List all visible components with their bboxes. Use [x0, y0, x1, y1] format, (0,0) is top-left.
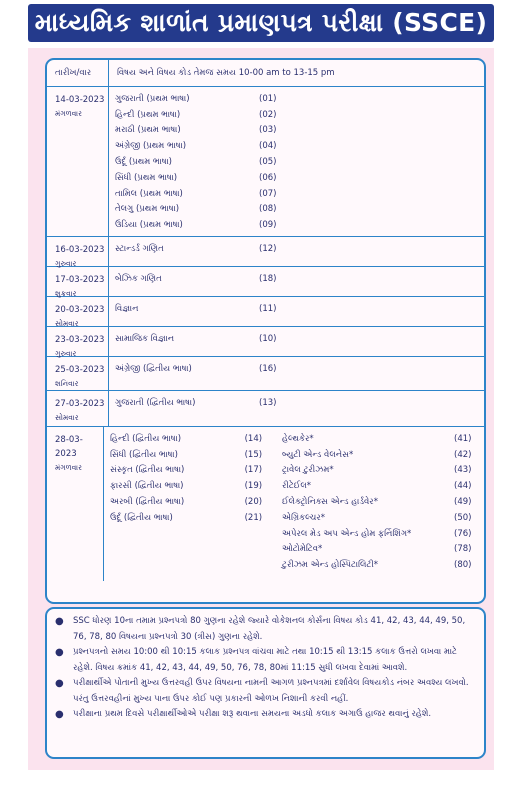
subject-name: ઈલેક્ટ્રોનિક્સ એન્ડ હાર્ડવેર*: [282, 497, 378, 508]
subject-name: ઉર્દૂ (દ્વિતીય ભાષા): [110, 512, 173, 523]
exam-date: 23-03-2023: [55, 335, 105, 345]
subject-name: અંગ્રેજી (પ્રથમ ભાષા): [115, 141, 187, 152]
subject-item: [115, 186, 484, 202]
bullet-icon: ●: [55, 678, 64, 689]
date-cell: [47, 357, 109, 390]
bullet-icon: ●: [55, 647, 64, 658]
table-row: [47, 267, 484, 297]
note-text: પરીક્ષાર્થીએ પોતાની મુખ્ય ઉત્તરવહી ઉપર વિષયના નામની આગળ પ્રશ્નપત્રમાં દર્શાવેલ વિષયકોડ નંબર અવશ્ય લખવો. પરંતુ ઉત્તરવહીનાં મુખ્ય પાના ઉપર કોઈ પણ પ્રકારની ઓળખ નિશાની કરવી નહીં.: [73, 678, 469, 704]
exam-date: 25-03-2023: [55, 365, 105, 375]
subject-name: સંસ્કૃત (દ્વિતીય ભાષા): [110, 465, 185, 476]
subject-code: (09): [259, 220, 277, 231]
subject-name: તેલગુ (પ્રથમ ભાષા): [115, 204, 180, 215]
subject-code: (16): [259, 363, 277, 374]
subject-code: (21): [244, 512, 263, 523]
subject-code: (18): [259, 273, 277, 284]
exam-day: સોમવાર: [55, 319, 79, 328]
subject-cell: [109, 327, 484, 356]
subject-code: (15): [244, 449, 263, 460]
date-cell: [47, 427, 104, 581]
subject-name: ઉર્દૂ (પ્રથમ ભાષા): [115, 157, 172, 168]
subject-item: [282, 542, 484, 558]
subject-code: (49): [454, 497, 472, 508]
subject-code: (12): [259, 243, 277, 254]
subject-item: [110, 494, 282, 510]
subject-name: ગુજરાતી (પ્રથમ ભાષા): [115, 93, 190, 104]
subject-item: [115, 395, 484, 411]
table-row: [47, 327, 484, 357]
subject-code: (06): [259, 172, 277, 183]
subject-code: (50): [454, 512, 472, 523]
subject-item: [282, 510, 484, 526]
bullet-icon: ●: [55, 709, 64, 720]
table-row: [47, 357, 484, 391]
page-title: માધ્યમિક શાળાંત પ્રમાણપત્ર પરીક્ષા (SSCE): [28, 4, 494, 42]
subject-item: [115, 91, 484, 107]
subject-item: [115, 123, 484, 139]
subject-item: [110, 431, 282, 447]
note-text: પ્રશ્નપત્રનો સમય 10:00 થી 10:15 કલાક પ્રશ્નપત્ર વાંચવા માટે તથા 10:15 થી 13:15 કલાક ઉત્તરો લખવા માટે રહેશે. વિષય ક્રમાંક 41, 42, 43, 44, 49, 50, 76, 78, 80માં 11:15 સુધી લખવા દેવામાં આવશે.: [73, 647, 457, 673]
subject-cell: [109, 297, 484, 326]
exam-day: ગુરુવાર: [55, 349, 77, 358]
vocational-subject-list: [282, 431, 484, 581]
subject-name: અંગ્રેજી (દ્વિતીય ભાષા): [115, 363, 192, 374]
subject-code: (19): [244, 481, 263, 492]
subject-code: (13): [259, 397, 277, 408]
subject-item: [110, 463, 282, 479]
exam-day: મંગળવાર: [55, 109, 83, 118]
note-item: [55, 645, 476, 676]
subject-name: ટુરીઝમ એન્ડ હોસ્પિટાલિટી*: [282, 560, 378, 571]
subject-name: હિન્દી (પ્રથમ ભાષા): [115, 109, 181, 120]
table-row: [47, 297, 484, 327]
exam-day: શુક્રવાર: [55, 289, 77, 298]
table-row: [47, 427, 484, 581]
subject-code: (44): [454, 481, 472, 492]
subject-code: (11): [259, 303, 277, 314]
subject-name: રીટેઈલ*: [282, 481, 312, 492]
subject-name: વિજ્ઞાન: [115, 303, 139, 314]
subject-name: ઓટોમેટિવ*: [282, 544, 323, 555]
subject-item: [115, 271, 484, 287]
subject-item: [110, 447, 282, 463]
subject-cell: [109, 237, 484, 266]
subject-cell: [109, 87, 484, 236]
subject-item: [115, 170, 484, 186]
subject-item: [282, 478, 484, 494]
subject-item: [115, 202, 484, 218]
exam-date: 17-03-2023: [55, 275, 105, 285]
subject-name: ટ્રાવેલ ટુરીઝમ*: [282, 465, 334, 476]
exam-date: 27-03-2023: [55, 399, 105, 409]
language-subject-list: [110, 431, 282, 581]
subject-item: [110, 510, 282, 526]
subject-item: [115, 154, 484, 170]
subject-item: [115, 361, 484, 377]
exam-date: 28-03-2023: [55, 435, 83, 459]
date-cell: [47, 87, 109, 236]
date-cell: [47, 267, 109, 296]
subject-code: (02): [259, 109, 277, 120]
exam-day: સોમવાર: [55, 413, 79, 422]
subject-code: (78): [454, 544, 472, 555]
subject-code: (17): [244, 465, 263, 476]
subject-code: (14): [244, 433, 263, 444]
note-text: SSC ધોરણ 10ના તમામ પ્રશ્નપત્રો 80 ગુણના રહેશે જ્યારે વોકેશનલ કોર્સના વિષય કોડ 41, 42, 43, 44, 49, 50, 76, 78, 80 વિષયના પ્રશ્નપત્રો 30 (ત્રીસ) ગુણના રહેશે.: [73, 616, 466, 642]
subject-name: ગુજરાતી (દ્વિતીય ભાષા): [115, 397, 196, 408]
subject-cell: [109, 357, 484, 390]
subject-name: સિંધી (દ્વિતીય ભાષા): [110, 449, 178, 460]
date-cell: [47, 297, 109, 326]
subject-name: એગ્રિકલ્ચર*: [282, 512, 325, 523]
subject-code: (08): [259, 204, 277, 215]
subject-item: [115, 301, 484, 317]
subject-cell: [104, 427, 484, 581]
table-header: [47, 60, 484, 87]
note-text: પરીક્ષાના પ્રથમ દિવસે પરીક્ષાર્થીઓએ પરીક્ષા શરૂ થવાના સમયના અડધો કલાક અગાઉ હાજર થવાનું રહેશે.: [73, 709, 432, 719]
subject-item: [282, 557, 484, 573]
subject-code: (20): [244, 497, 263, 508]
subject-item: [282, 431, 484, 447]
subject-item: [282, 463, 484, 479]
subject-name: સ્ટાન્ડર્ડ ગણિત: [115, 243, 164, 254]
subject-cell: [109, 391, 484, 426]
subject-name: બ્યુટી એન્ડ વેલનેસ*: [282, 449, 354, 460]
exam-day: મંગળવાર: [55, 463, 83, 472]
subject-name: હિન્દી (દ્વિતીય ભાષા): [110, 433, 182, 444]
subject-code: (10): [259, 333, 277, 344]
date-cell: [47, 237, 109, 266]
exam-date: 16-03-2023: [55, 245, 105, 255]
subject-code: (03): [259, 125, 277, 136]
subject-code: (43): [454, 465, 472, 476]
date-cell: [47, 327, 109, 356]
subject-item: [110, 478, 282, 494]
instructions-box: [45, 607, 486, 759]
subject-name: સિંધી (પ્રથમ ભાષા): [115, 172, 178, 183]
subject-name: મરાઠી (પ્રથમ ભાષા): [115, 125, 181, 136]
header-date: તારીખ/વાર: [47, 60, 109, 86]
note-item: [55, 614, 476, 645]
table-row: [47, 237, 484, 267]
table-row: [47, 391, 484, 427]
subject-name: તામિલ (પ્રથમ ભાષા): [115, 188, 183, 199]
subject-item: [282, 526, 484, 542]
subject-item: [115, 217, 484, 233]
subject-cell: [109, 267, 484, 296]
subject-code: (41): [454, 433, 472, 444]
header-subject: વિષય અને વિષય કોડ તેમજ સમય 10-00 am to 13-15 pm: [117, 68, 335, 78]
subject-code: (76): [454, 528, 472, 539]
exam-date: 20-03-2023: [55, 305, 105, 315]
subject-code: (01): [259, 93, 277, 104]
subject-code: (05): [259, 157, 277, 168]
exam-timetable: [45, 58, 486, 604]
subject-item: [115, 331, 484, 347]
note-item: [55, 676, 476, 707]
exam-day: શનિવાર: [55, 379, 79, 388]
subject-code: (42): [454, 449, 472, 460]
subject-code: (04): [259, 141, 277, 152]
subject-name: સામાજિક વિજ્ઞાન: [115, 333, 175, 344]
subject-name: અરબી (દ્વિતીય ભાષા): [110, 497, 185, 508]
exam-day: ગુરુવાર: [55, 259, 77, 268]
subject-item: [115, 138, 484, 154]
exam-date: 14-03-2023: [55, 95, 105, 105]
subject-item: [115, 241, 484, 257]
subject-code: (80): [454, 560, 472, 571]
subject-item: [115, 107, 484, 123]
subject-item: [282, 447, 484, 463]
note-item: [55, 707, 476, 723]
subject-code: (07): [259, 188, 277, 199]
subject-name: હેલ્થકેર*: [282, 433, 314, 444]
subject-name: અપેરલ મેડ અપ એન્ડ હોમ ફર્નિશિંગ*: [282, 528, 412, 539]
table-row: [47, 87, 484, 237]
subject-name: ફારસી (દ્વિતીય ભાષા): [110, 481, 184, 492]
bullet-icon: ●: [55, 616, 64, 627]
subject-name: ઉડિયા (પ્રથમ ભાષા): [115, 220, 183, 231]
subject-item: [282, 494, 484, 510]
subject-name: બેઝિક ગણિત: [115, 273, 162, 284]
date-cell: [47, 391, 109, 426]
